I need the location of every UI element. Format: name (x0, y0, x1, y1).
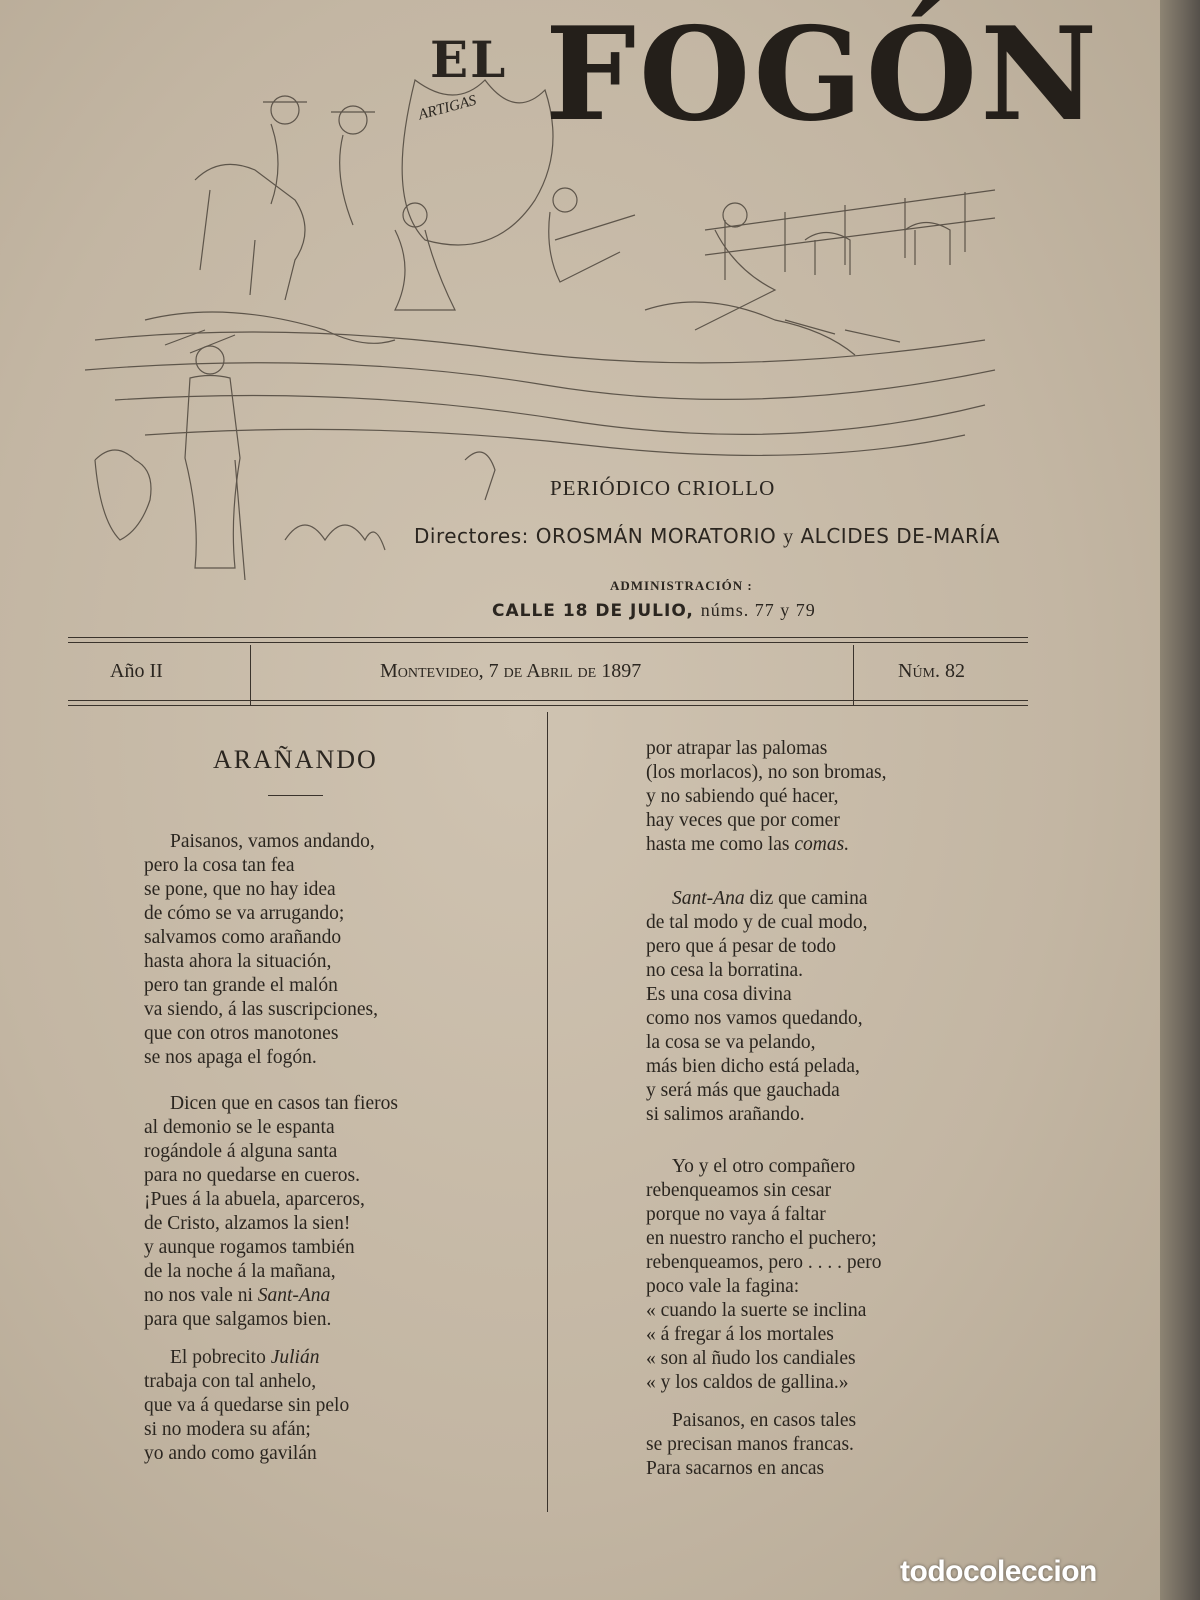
verse-line: en nuestro rancho el puchero; (646, 1228, 877, 1249)
verse-line: pero que á pesar de todo (646, 936, 837, 957)
verse-line: que va á quedarse sin pelo (144, 1395, 350, 1416)
verse-line: si no modera su afán; (144, 1419, 311, 1440)
director-1: OROSMÁN MORATORIO (535, 524, 777, 548)
verse-line: rogándole á alguna santa (144, 1141, 338, 1162)
verse-line (646, 887, 886, 911)
band-bottom-rule (68, 700, 1028, 701)
band-top-rule (68, 637, 1028, 638)
poem-left-column (144, 830, 398, 1466)
verse-text: El pobrecito (170, 1347, 266, 1368)
verse-line: pero tan grande el malón (144, 975, 338, 996)
verse-line: ¡Pues á la abuela, aparceros, (144, 1189, 365, 1210)
verse-line (144, 1346, 398, 1370)
verse-line: rebenqueamos sin cesar (646, 1180, 832, 1201)
directors-line (414, 524, 1000, 549)
verse-line: Para sacarnos en ancas (646, 1458, 825, 1479)
verse-line (144, 1284, 398, 1308)
verse-line: como nos vamos quedando, (646, 1008, 863, 1029)
verse-line: hay veces que por comer (646, 810, 840, 831)
verse-line: va siendo, á las suscripciones, (144, 999, 378, 1020)
verse-line: de Cristo, alzamos la sien! (144, 1213, 351, 1234)
address-numbers: núms. 77 y 79 (700, 600, 816, 620)
verse-italic: Sant-Ana (672, 888, 745, 909)
verse-italic: Julián (270, 1347, 320, 1368)
title-dash (268, 795, 323, 796)
verse-line: « á fregar á los mortales (646, 1324, 834, 1345)
verse-text: hasta me como las (646, 834, 790, 855)
band-bottom-rule-2 (68, 705, 1028, 706)
verse-line: (los morlacos), no son bromas, (646, 762, 887, 783)
verse-line: pero la cosa tan fea (144, 855, 295, 876)
verse-line: trabaja con tal anhelo, (144, 1371, 317, 1392)
directors-label: Directores: (414, 524, 529, 548)
verse-line: no cesa la borratina. (646, 960, 804, 981)
verse-line: más bien dicho está pelada, (646, 1056, 860, 1077)
verse-line: rebenqueamos, pero . . . . pero (646, 1252, 882, 1273)
title-article: EL (430, 30, 508, 89)
issue-year: Año II (110, 660, 163, 682)
administration-label: ADMINISTRACIÓN : (610, 578, 753, 593)
verse-line: Dicen que en casos tan fieros (170, 1093, 398, 1114)
site-watermark: todocoleccion (900, 1555, 1097, 1588)
verse-line: la cosa se va pelando, (646, 1032, 816, 1053)
verse-line: Es una cosa divina (646, 984, 792, 1005)
verse-line: poco vale la fagina: (646, 1276, 800, 1297)
verse-line: por atrapar las palomas (646, 738, 828, 759)
verse-line: y no sabiendo qué hacer, (646, 786, 839, 807)
verse-line: si salimos arañando. (646, 1104, 805, 1125)
verse-line: se precisan manos francas. (646, 1434, 854, 1455)
column-divider (547, 712, 548, 1512)
verse-line: y aunque rogamos también (144, 1237, 355, 1258)
verse-text: no nos vale ni (144, 1285, 253, 1306)
verse-line: Paisanos, en casos tales (672, 1410, 857, 1431)
verse-line: de cómo se va arrugando; (144, 903, 345, 924)
verse-line: de la noche á la mañana, (144, 1261, 336, 1282)
verse-line: « son al ñudo los candiales (646, 1348, 856, 1369)
book-binding-edge (1160, 0, 1200, 1600)
poem-title: ARAÑANDO (213, 745, 378, 774)
director-2: ALCIDES DE-MARÍA (800, 524, 1000, 548)
verse-line: y será más que gauchada (646, 1080, 840, 1101)
verse-line: para no quedarse en cueros. (144, 1165, 361, 1186)
verse-line: « y los caldos de gallina.» (646, 1372, 849, 1393)
issue-number: Núm. 82 (898, 660, 966, 682)
address-line (492, 600, 816, 621)
verse-line: yo ando como gavilán (144, 1443, 317, 1464)
verse-italic: Sant-Ana (257, 1285, 331, 1306)
verse-line: de tal modo y de cual modo, (646, 912, 868, 933)
verse-line: hasta ahora la situación, (144, 951, 332, 972)
verse-line: que con otros manotones (144, 1023, 339, 1044)
address-street: CALLE 18 DE JULIO, (492, 601, 694, 621)
verse-line: Paisanos, vamos andando, (170, 831, 375, 852)
illustration-engraved-label: ARTIGAS (416, 92, 479, 124)
verse-line: porque no vaya á faltar (646, 1204, 826, 1225)
verse-line: al demonio se le espanta (144, 1117, 335, 1138)
poem-right-column (646, 737, 886, 1481)
band-divider-left (250, 645, 251, 705)
band-divider-right (853, 645, 854, 705)
verse-line: Yo y el otro compañero (672, 1156, 856, 1177)
verse-line: salvamos como arañando (144, 927, 342, 948)
verse-line: para que salgamos bien. (144, 1309, 332, 1330)
issue-place-date: Montevideo, 7 de Abril de 1897 (380, 660, 642, 682)
verse-line: se pone, que no hay idea (144, 879, 336, 900)
verse-line: se nos apaga el fogón. (144, 1047, 317, 1068)
verse-line: « cuando la suerte se inclina (646, 1300, 867, 1321)
verse-text: diz que camina (749, 888, 868, 909)
directors-conjunction: y (783, 526, 794, 548)
newspaper-title: FOGÓN (545, 0, 1101, 150)
verse-italic: comas. (794, 834, 850, 855)
verse-line (646, 833, 886, 857)
band-top-rule-2 (68, 642, 1028, 643)
subtitle: PERIÓDICO CRIOLLO (550, 476, 776, 500)
